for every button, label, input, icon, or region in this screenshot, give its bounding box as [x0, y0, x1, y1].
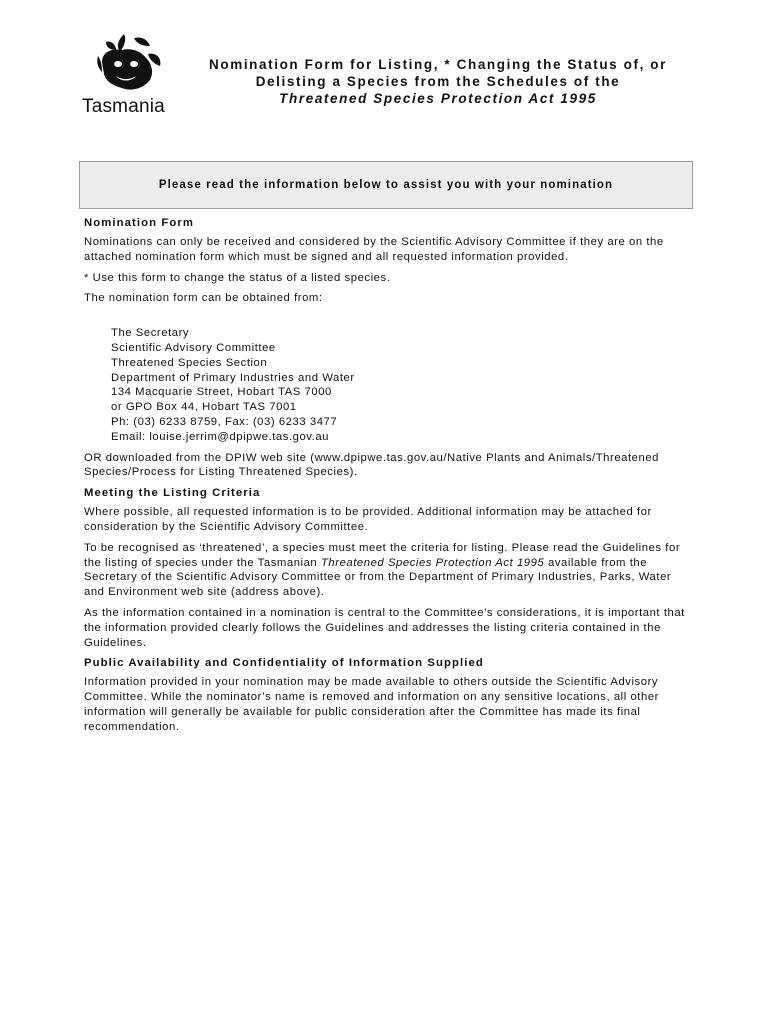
info-banner	[79, 161, 693, 209]
address-line: 134 Macquarie Street, Hobart TAS 7000	[111, 386, 332, 399]
paragraph: Where possible, all requested information is to be provided. Additional information may be attached for consideration by the Scientific Advisory Committee.	[84, 506, 652, 533]
document-body	[84, 216, 694, 741]
act-title-italic: Threatened Species Protection Act 1995	[320, 556, 545, 569]
email-line: Email: louise.jerrim@dpipwe.tas.gov.au	[111, 430, 330, 443]
address-line: Department of Primary Industries and Water	[111, 371, 355, 384]
address-line: Ph: (03) 6233 8759, Fax: (03) 6233 3477	[111, 415, 338, 428]
page-title	[188, 56, 688, 107]
section-heading-listing-criteria: Meeting the Listing Criteria	[84, 487, 261, 500]
info-banner-text: Please read the information below to assist you with your nomination	[158, 179, 614, 191]
paragraph-text: available from the Secretary of the Scientific Advisory Committee or from the Department of Primary Industries, Parks, Water and Environment web site (address above).	[84, 556, 672, 599]
paragraph	[84, 541, 694, 600]
address-line: Scientific Advisory Committee	[111, 341, 276, 354]
paragraph: The nomination form can be obtained from:	[84, 292, 323, 305]
paragraph: As the information contained in a nomination is central to the Committee’s considerations, it is important that the information provided clearly follows the Guidelines and addresses the listing criteria contained in the Guidelines.	[84, 606, 685, 649]
paragraph: * Use this form to change the status of a listed species.	[84, 271, 391, 284]
paragraph-text: To be recognised as ‘threatened’, a species must meet the criteria for listing. Please read the Guidelines for the listing of species under the Tasmanian	[84, 541, 681, 569]
title-line-2: Delisting a Species from the Schedules of the	[255, 74, 621, 89]
address-line: or GPO Box 44, Hobart TAS 7001	[111, 401, 297, 414]
paragraph: Nominations can only be received and considered by the Scientific Advisory Committee if they are on the attached nomination form which must be signed and all requested information provided.	[84, 236, 664, 263]
title-line-3: Threatened Species Protection Act 1995	[279, 91, 597, 106]
address-line: Threatened Species Section	[111, 356, 268, 369]
tasmanian-devil-logo-icon	[94, 32, 166, 94]
logo-wordmark: Tasmania	[82, 96, 165, 117]
section-heading-public-availability: Public Availability and Confidentiality of Information Supplied	[84, 657, 484, 670]
postal-address	[111, 326, 694, 444]
tasmania-logo	[82, 32, 178, 122]
title-line-1: Nomination Form for Listing, * Changing the Status of, or	[209, 57, 667, 72]
download-note: OR downloaded from the DPIW web site (www.dpipwe.tas.gov.au/Native Plants and Animals/Threatened Species/Process for Listing Threatened Species).	[84, 451, 660, 479]
section-heading-nomination-form: Nomination Form	[84, 217, 195, 229]
address-line: The Secretary	[111, 327, 190, 340]
paragraph: Information provided in your nomination may be made available to others outside the Scientific Advisory Committee. While the nominator’s name is removed and information on any sensitive locations, all other information will generally be available for public consideration after the Committee has made its final recommendation.	[84, 676, 659, 733]
